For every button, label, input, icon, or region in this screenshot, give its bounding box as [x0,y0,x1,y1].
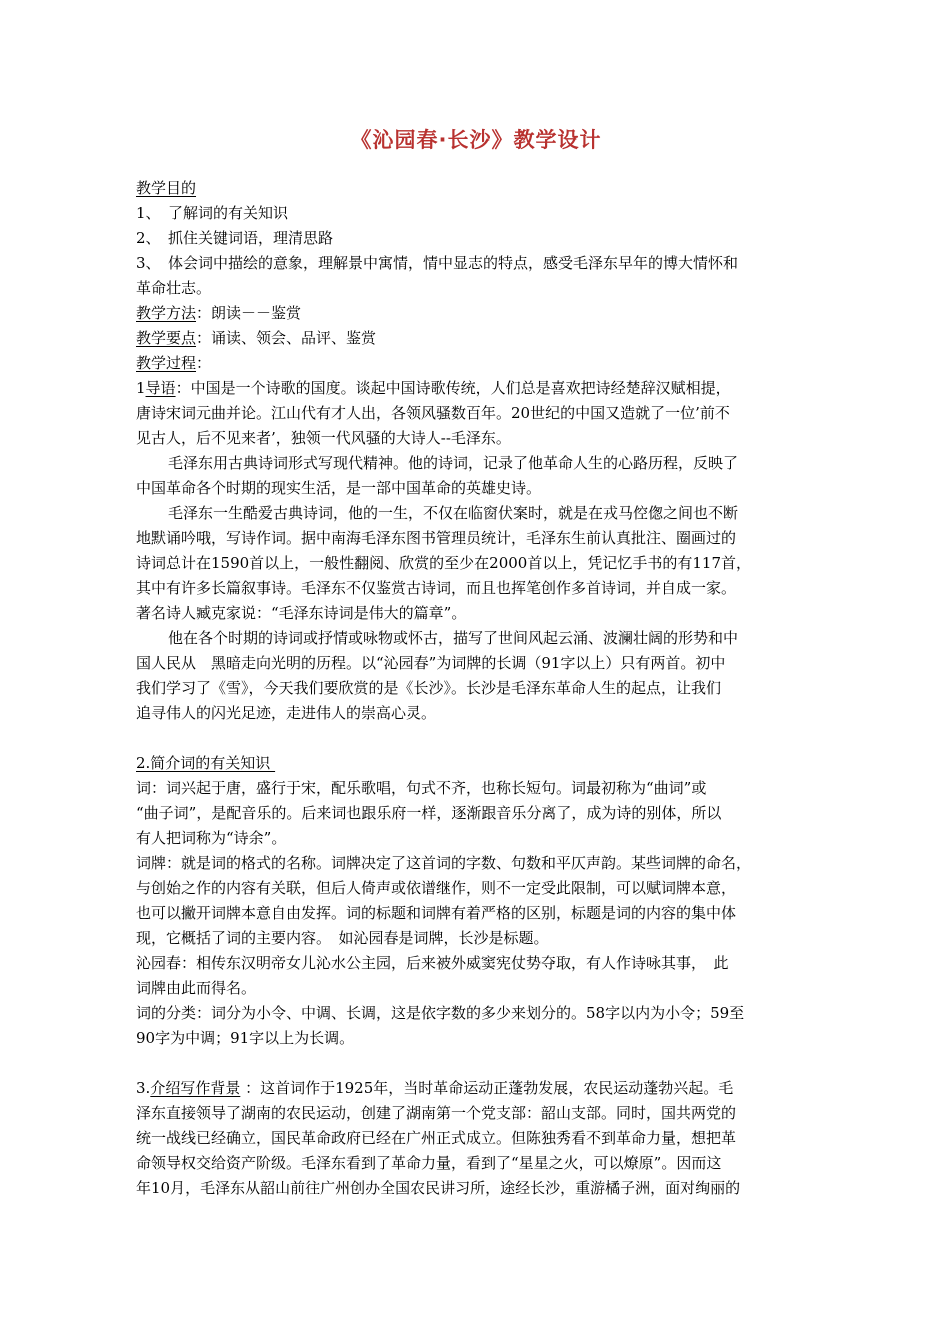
paragraph-line: 毛泽东一生酷爱古典诗词，他的一生，不仅在临窗伏案时，就是在戎马倥偬之间也不断 [168,504,739,522]
intro-line: 唐诗宋词元曲并论。江山代有才人出，各领风骚数百年。20世纪的中国又造就了一位’前不 [136,404,730,422]
paragraph-line: 地默诵吟哦，写诗作词。据中南海毛泽东图书管理员统计，毛泽东生前认真批注、圈画过的 [136,529,737,547]
process-label: 教学过程 [136,354,197,372]
section3-line: 泽东直接领导了湖南的农民运动，创建了湖南第一个党支部：韶山支部。同时，国共两党的 [136,1104,737,1122]
goal-item: 革命壮志。 [136,279,212,297]
section2-line: 词的分类：词分为小令、中调、长调，这是依字数的多少来划分的。58字以内为小令；59至 [136,1004,745,1022]
section3-text: ：这首词作于1925年，当时革命运动正蓬勃发展，农民运动蓬勃兴起。毛 [240,1079,734,1097]
section2-line: “曲子词”，是配音乐的。后来词也跟乐府一样，逐渐跟音乐分离了，成为诗的别体，所以 [136,804,722,822]
section2-line: 词牌：就是词的格式的名称。词牌决定了这首词的字数、句数和平仄声韵。某些词牌的命名， [136,854,752,872]
method-value: ：朗读－－鉴赏 [196,304,302,322]
goal-item: 3、 体会词中描绘的意象，理解景中寓情，情中显志的特点，感受毛泽东早年的博大情怀和 [136,254,739,272]
section3-heading-line [136,1076,816,1101]
method-line [136,301,816,326]
keypoints-value: ：诵读、领会、品评、鉴赏 [196,329,377,347]
process-value: ： [196,354,212,372]
intro-line [136,376,816,401]
process-line [136,351,816,376]
section2-line: 与创始之作的内容有关联，但后人倚声或依谱继作，则不一定受此限制，可以赋词牌本意， [136,879,737,897]
spacer [136,726,816,751]
paragraph-line: 我们学习了《雪》，今天我们要欣赏的是《长沙》。长沙是毛泽东革命人生的起点，让我们 [136,679,722,697]
section2-line: 90字为中调；91字以上为长调。 [136,1029,355,1047]
goals-heading: 教学目的 [136,179,197,197]
paragraph-line: 毛泽东用古典诗词形式写现代精神。他的诗词，记录了他革命人生的心路历程，反映了 [168,454,739,472]
keypoints-line [136,326,816,351]
paragraph-line: 追寻伟人的闪光足迹，走进伟人的崇高心灵。 [136,704,437,722]
section3-line: 命领导权交给资产阶级。毛泽东看到了革命力量，看到了“星星之火，可以燎原”。因而这 [136,1154,722,1172]
section3-line: 年10月，毛泽东从韶山前往广州创办全国农民讲习所，途经长沙，重游橘子洲，面对绚丽的 [136,1179,741,1197]
section2-line: 词：词兴起于唐，盛行于宋，配乐歌唱，句式不齐，也称长短句。词最初称为“曲词”或 [136,779,707,797]
paragraph-line: 著名诗人臧克家说：“毛泽东诗词是伟大的篇章”。 [136,604,467,622]
intro-text: ：中国是一个诗歌的国度。谈起中国诗歌传统，人们总是喜欢把诗经楚辞汉赋相提， [175,379,731,397]
document-body [136,176,816,1201]
section2-heading-line [136,751,816,776]
section3-label: 介绍写作背景 [150,1079,241,1097]
section2-line: 沁园春：相传东汉明帝女儿沁水公主园，后来被外威窦宪仗势夺取，有人作诗咏其事， 此 [136,954,729,972]
paragraph-line: 他在各个时期的诗词或抒情或咏物或怀古，描写了世间风起云涌、波澜壮阔的形势和中 [168,629,739,647]
paragraph-line: 诗词总计在1590首以上，一般性翻阅、欣赏的至少在2000首以上，凭记忆手书的有117首， [136,554,751,572]
section3-line: 统一战线已经确立，国民革命政府已经在广州正式成立。但陈独秀看不到革命力量，想把革 [136,1129,737,1147]
section2-line: 词牌由此而得名。 [136,979,257,997]
intro-line: 见古人，后不见来者’，独领一代风骚的大诗人--毛泽东。 [136,429,511,447]
keypoints-label: 教学要点 [136,329,197,347]
goal-item: 1、 了解词的有关知识 [136,204,289,222]
paragraph-line: 中国革命各个时期的现实生活，是一部中国革命的英雄史诗。 [136,479,542,497]
section2-line: 现，它概括了词的主要内容。 如沁园春是词牌，长沙是标题。 [136,929,549,947]
goal-item: 2、 抓住关键词语，理清思路 [136,229,334,247]
section2-line: 有人把词称为“诗余”。 [136,829,287,847]
paragraph-line: 国人民从 黑暗走向光明的历程。以“沁园春”为词牌的长调（91字以上）只有两首。初中 [136,654,726,672]
section2-heading: 2.简介词的有关知识 [136,754,276,772]
intro-num: 1 [136,379,146,397]
section2-line: 也可以撇开词牌本意自由发挥。词的标题和词牌有着严格的区别，标题是词的内容的集中体 [136,904,737,922]
method-label: 教学方法 [136,304,197,322]
paragraph-line: 其中有许多长篇叙事诗。毛泽东不仅鉴赏古诗词，而且也挥笔创作多首诗词，并自成一家。 [136,579,737,597]
section3-num: 3. [136,1079,151,1097]
spacer [136,1051,816,1076]
document-title: 《沁园春·长沙》教学设计 [350,128,602,152]
intro-label: 导语 [145,379,176,397]
